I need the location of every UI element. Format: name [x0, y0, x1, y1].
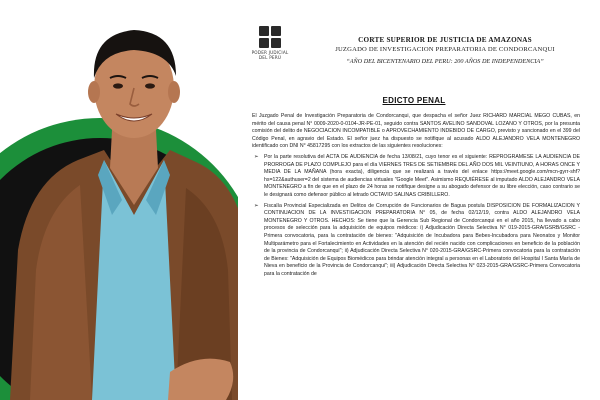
judiciary-emblem-icon: [248, 26, 292, 48]
judiciary-logo: [248, 26, 292, 60]
document-header: [238, 20, 590, 82]
bullet-formalization: ➢ Fiscalía Provincial Especializada en Delitos de Corrupción de Funcionarios de Bagua postula DISPOSICION DE FORMALIZACION Y CONTINUACION DE LA INVESTIGACION PREPARATORIA N° 05, de fecha 02/12/19, contra ALDO ALEJANDRO VELA MONTENEGRO Y OTROS. HECHOS: Se tiene que la Gerencia Sub Regional de Condorcanqui en el año 2015, ha llevado a cabo procesos de selección para la adquisición de equipos médicos: i) Adjudicación Directa Selectiva N° 019-2015-GRA/GSRB/GSRC - Primera convocatoria, para la contratación de bienes: "Adquisición de Incubadora para Bebes-Incubadora para Neonatos y Monitor Multiparámetro para el Fortalecimiento en Actividades en la atención del recién nacido con complicaciones en beneficio de la población de la provincia de Condorcanqui"; ii) Adjudicación Directa Selectiva N° 020-2015-GRA/GSRC-Primera convocatoria para la contratación de Bienes: "Adquisición de Equipos Biomédicos para brindar atención integral a personas en el Laboratorio del Hospital I Santa María de Nieva en beneficio de la Provincia de Condorcanqui"; iii) Adjudicación Directa Selectiva N° 023-2015-GRA/GSRC-Primera Convocatoria para la contratación de: [252, 203, 580, 279]
court-name: CORTE SUPERIOR DE JUSTICIA DE AMAZONAS: [358, 36, 532, 44]
intro-paragraph: El Juzgado Penal de Investigación Preparatoria de Condorcanqui, que despacha el señor Juez RICHARD MARCIAL MEGO CUBAS, en mérito del causa penal N° 0009-2020-0-0104-JR-PE-01, seguido contra SANTOS AVELINO SANDOVAL LOZANO Y OTROS, por la presunta comisión del delito de NEGOCIACION INCOMPATIBLE o APROVECHAMIENTO INDEBIDO DE CARGO, previsto y sancionado en el 399 del Código Penal, en agravio del Estado. El señor juez ha dispuesto se notifique al acusado ALDO ALEJANDRO VELA MONTENEGRO identificado con DNI N° 45817295 con los extractos de las siguientes resoluciones:: [252, 113, 580, 150]
bullet-hearing-act: ➢ Por la parte resolutiva del ACTA DE AUDIENCIA de fecha 13/08/21, cuyo tenor es el siguiente: REPROGRAMESE LA AUDIENCIA DE PRORROGA DE PLAZO COMPLEJO para el día VIERNES TRES DE SETIEMBRE DEL AÑO DOS MIL VEINTIUNO, A HORAS ONCE Y MEDIA DE LA MAÑANA (hora exacta), diligencia que se realizará a través del enlace https://meet.google.com/mcn-gyrr-shf?hs=122&authuser=2 del sistema de audiencias virtuales "Google Meet". Asimismo REQUIÉRESE al imputado ALDO ALEJANDRO VELA MONTENEGRO a fin de que en el plazo de 24 horas se notifique designe a su abogado defensor de su libre elección, caso contrario se le designará como defensor público al letrado OCTAVIO SALINAS CRIBILLERO.: [252, 154, 580, 200]
document-title: EDICTO PENAL: [382, 96, 446, 105]
document-body: [238, 105, 590, 278]
court-office: JUZGADO DE INVESTIGACION PREPARATORIA DE CONDORCANQUI: [335, 46, 555, 53]
court-heading: [302, 36, 588, 67]
edict-document: [238, 20, 590, 400]
year-motto: “AÑO DEL BICENTENARIO DEL PERU: 200 AÑOS DE INDEPENDENCIA”: [346, 58, 544, 65]
person-photo: [0, 0, 262, 400]
person-illustration: [0, 0, 262, 400]
logo-caption: PODER JUDICIAL DEL PERÚ: [251, 50, 289, 60]
